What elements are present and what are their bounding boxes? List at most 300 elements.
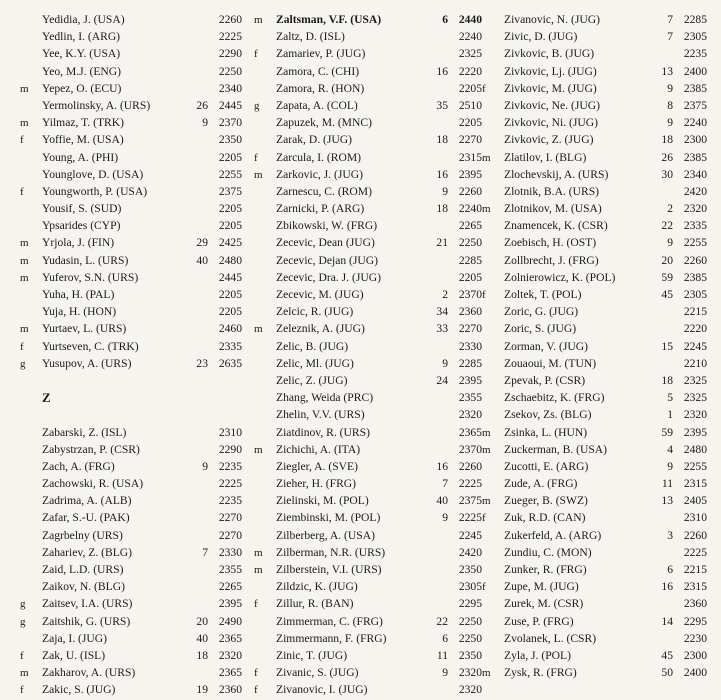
player-row	[20, 217, 242, 234]
player-name: Zelic, Z. (JUG)	[276, 373, 348, 387]
player-name: Youngworth, P. (USA)	[42, 184, 148, 198]
player-rating: 2240	[458, 30, 482, 44]
player-rating: 2320	[458, 408, 482, 422]
player-title: m	[482, 151, 491, 164]
column-1	[20, 11, 242, 699]
player-row	[254, 114, 482, 131]
player-rating: 2320	[683, 408, 707, 422]
player-row	[482, 424, 707, 441]
player-name: Zakic, S. (JUG)	[42, 683, 116, 697]
player-name: Zoric, S. (JUG)	[504, 322, 577, 336]
player-rating: 2365	[458, 425, 482, 439]
player-row	[254, 217, 482, 234]
player-name: Zoric, G. (JUG)	[504, 305, 579, 319]
player-row	[482, 561, 707, 578]
player-games: 22	[661, 219, 673, 233]
player-row	[254, 234, 482, 251]
player-row	[254, 681, 482, 698]
player-row	[482, 97, 707, 114]
player-games: 6	[442, 631, 448, 645]
player-row	[482, 630, 707, 647]
player-row	[254, 269, 482, 286]
player-name: Yousif, S. (SUD)	[42, 202, 122, 216]
player-row	[254, 355, 482, 372]
player-rating: 2445	[218, 270, 242, 284]
player-name: Zaitshik, G. (URS)	[42, 614, 131, 628]
player-title: m	[482, 443, 491, 456]
section-letter	[20, 389, 242, 406]
player-row	[20, 131, 242, 148]
player-name: Zunker, R. (FRG)	[504, 563, 587, 576]
player-row	[482, 338, 707, 355]
player-rating: 2305	[683, 30, 707, 44]
player-rating: 2260	[683, 253, 707, 267]
player-name: Zeleznik, A. (JUG)	[276, 322, 365, 336]
player-name: Ziatdinov, R. (URS)	[276, 425, 370, 439]
player-games: 7	[667, 30, 673, 44]
player-title: f	[482, 581, 486, 594]
player-row	[20, 28, 242, 45]
player-name: Zude, A. (FRG)	[504, 477, 578, 491]
player-name: Yilmaz, T. (TRK)	[42, 116, 124, 130]
player-row	[20, 441, 242, 458]
player-name: Zaitsev, I.A. (URS)	[42, 597, 133, 611]
player-name: Zichichi, A. (ITA)	[276, 442, 361, 456]
player-name: Zschaebitz, K. (FRG)	[504, 391, 605, 405]
player-rating: 2385	[683, 270, 707, 284]
player-name: Yeo, M.J. (ENG)	[42, 64, 122, 78]
player-rating: 2320	[218, 648, 242, 662]
player-games: 9	[667, 116, 673, 130]
player-games: 40	[436, 494, 448, 508]
player-row	[482, 664, 707, 681]
player-rating: 2340	[683, 167, 707, 181]
player-name: Zafar, S.-U. (PAK)	[42, 511, 130, 525]
player-name: Zaja, I. (JUG)	[42, 631, 108, 645]
player-games: 2	[667, 202, 673, 216]
player-games: 13	[661, 494, 673, 508]
player-name: Zyla, J. (POL)	[504, 648, 571, 662]
player-name: Zimmerman, C. (FRG)	[276, 614, 383, 628]
player-row	[254, 441, 482, 458]
player-games: 16	[436, 459, 448, 473]
player-name: Zlatilov, I. (BLG)	[504, 150, 587, 164]
player-rating: 2310	[218, 425, 242, 439]
player-rating: 2215	[683, 305, 707, 319]
player-rating: 2245	[458, 528, 482, 542]
player-name: Yedidia, J. (USA)	[42, 13, 125, 26]
player-name: Zuckerman, B. (USA)	[504, 442, 608, 456]
player-row	[482, 303, 707, 320]
player-games: 35	[436, 98, 448, 112]
player-name: Yedlin, I. (ARG)	[42, 30, 121, 44]
player-row	[254, 647, 482, 664]
player-row	[254, 664, 482, 681]
player-row	[20, 252, 242, 269]
player-rating: 2260	[218, 13, 242, 26]
player-rating: 2480	[218, 253, 242, 267]
player-row	[20, 338, 242, 355]
player-rating: 2240	[683, 116, 707, 130]
player-rating: 2355	[218, 563, 242, 576]
player-row	[254, 286, 482, 303]
player-games: 16	[436, 64, 448, 78]
player-name: Zurek, M. (CSR)	[504, 597, 584, 611]
player-rating: 2250	[458, 236, 482, 250]
player-name: Yudasin, L. (URS)	[42, 253, 129, 267]
player-title: f	[254, 598, 258, 611]
player-row	[254, 509, 482, 526]
player-row	[20, 630, 242, 647]
player-rating: 2375	[458, 494, 482, 508]
player-rating: 2205	[218, 150, 242, 164]
player-rating: 2235	[218, 459, 242, 473]
player-games: 14	[661, 614, 673, 628]
player-rating: 2320	[683, 202, 707, 216]
player-games: 7	[202, 545, 208, 559]
player-row	[254, 166, 482, 183]
player-row	[20, 681, 242, 698]
player-name: Zhang, Weida (PRC)	[276, 391, 374, 405]
player-name: Yurtaev, L. (URS)	[42, 322, 127, 336]
player-name: Zollbrecht, J. (FRG)	[504, 253, 599, 267]
player-games: 2	[442, 288, 448, 301]
player-row	[482, 234, 707, 251]
player-rating: 2205	[218, 288, 242, 301]
player-title: f	[20, 134, 24, 147]
player-name: Zundiu, C. (MON)	[504, 545, 592, 559]
player-row	[482, 527, 707, 544]
player-name: Zapata, A. (COL)	[276, 98, 358, 112]
player-title: f	[254, 667, 258, 680]
player-name: Zilberberg, A. (USA)	[276, 528, 375, 542]
player-rating: 2325	[683, 373, 707, 387]
player-row	[254, 406, 482, 423]
player-row	[482, 28, 707, 45]
player-row	[254, 613, 482, 630]
player-rating: 2250	[218, 64, 242, 78]
player-name: Zecevic, Dean (JUG)	[276, 236, 375, 250]
player-row	[254, 561, 482, 578]
player-games: 24	[436, 373, 448, 387]
player-title: g	[20, 357, 26, 370]
player-title: f	[254, 684, 258, 697]
player-row	[20, 595, 242, 612]
player-row	[20, 166, 242, 183]
player-name: Yee, K.Y. (USA)	[42, 47, 121, 61]
player-rating: 2225	[218, 477, 242, 491]
player-row	[20, 63, 242, 80]
player-row	[254, 389, 482, 406]
player-name: Ypsarides (CYP)	[42, 219, 121, 233]
player-name: Zamariev, P. (JUG)	[276, 47, 366, 61]
player-row	[482, 114, 707, 131]
player-name: Zelic, B. (JUG)	[276, 339, 349, 353]
player-games: 18	[661, 133, 673, 147]
player-row	[254, 630, 482, 647]
player-rating: 2425	[218, 236, 242, 250]
player-row	[482, 286, 707, 303]
player-games: 18	[661, 373, 673, 387]
player-games: 20	[661, 253, 673, 267]
player-title: m	[482, 667, 491, 680]
player-row	[482, 80, 707, 97]
player-row	[482, 475, 707, 492]
player-row	[482, 544, 707, 561]
player-title: m	[254, 546, 263, 559]
player-row	[254, 544, 482, 561]
player-rating: 2355	[458, 391, 482, 405]
player-title: g	[254, 99, 260, 112]
player-row	[20, 269, 242, 286]
player-rating: 2405	[683, 494, 707, 508]
player-row	[20, 97, 242, 114]
player-title: f	[20, 340, 24, 353]
player-name: Zivanovic, I. (JUG)	[276, 683, 368, 697]
player-rating: 2205	[218, 202, 242, 216]
player-rating: 2270	[218, 511, 242, 525]
player-name: Yoffie, M. (USA)	[42, 133, 124, 147]
player-rating: 2295	[683, 614, 707, 628]
player-games: 7	[442, 477, 448, 491]
player-rating: 2285	[683, 13, 707, 26]
column-3	[482, 11, 707, 681]
player-rating: 2240	[458, 202, 482, 216]
section-heading: Z	[42, 390, 51, 406]
player-rating: 2265	[218, 580, 242, 594]
player-rating: 2325	[458, 47, 482, 61]
player-row	[482, 647, 707, 664]
player-row	[20, 458, 242, 475]
player-name: Zamora, R. (HON)	[276, 81, 365, 95]
player-title: m	[482, 203, 491, 216]
player-name: Yuha, H. (PAL)	[42, 288, 115, 301]
player-row	[254, 252, 482, 269]
player-row	[254, 149, 482, 166]
player-rating: 2235	[683, 47, 707, 61]
player-title: m	[254, 14, 263, 26]
player-name: Zahariev, Z. (BLG)	[42, 545, 133, 559]
player-name: Zivanic, S. (JUG)	[276, 666, 359, 680]
player-rating: 2370	[218, 116, 242, 130]
player-name: Zarak, D. (JUG)	[276, 133, 352, 147]
player-name: Zlochevskij, A. (URS)	[504, 167, 609, 181]
player-name: Zakharov, A. (URS)	[42, 666, 136, 680]
player-rating: 2635	[218, 356, 242, 370]
player-games: 20	[196, 614, 208, 628]
player-rating: 2320	[458, 683, 482, 697]
player-rating: 2335	[218, 339, 242, 353]
player-rating: 2460	[218, 322, 242, 336]
player-rating: 2395	[458, 373, 482, 387]
player-games: 9	[667, 81, 673, 95]
player-row	[254, 45, 482, 62]
player-name: Zivic, D. (JUG)	[504, 30, 578, 44]
player-rating: 2315	[683, 580, 707, 594]
player-rating: 2400	[683, 666, 707, 680]
player-name: Zelcic, R. (JUG)	[276, 305, 354, 319]
player-title: f	[20, 185, 24, 198]
player-rating: 2440	[458, 13, 482, 26]
player-rating: 2370	[458, 288, 482, 301]
player-title: m	[20, 271, 29, 284]
player-games: 23	[196, 356, 208, 370]
blank-line	[20, 372, 242, 389]
player-games: 13	[661, 64, 673, 78]
player-row	[20, 320, 242, 337]
player-rating: 2395	[458, 167, 482, 181]
player-games: 33	[436, 322, 448, 336]
player-name: Zlotnikov, M. (USA)	[504, 202, 602, 216]
player-row	[20, 234, 242, 251]
player-games: 9	[442, 666, 448, 680]
player-row	[20, 303, 242, 320]
player-name: Zivanovic, N. (JUG)	[504, 13, 600, 26]
player-games: 7	[667, 13, 673, 26]
player-row	[482, 372, 707, 389]
player-name: Zillur, R. (BAN)	[276, 597, 354, 611]
player-row	[254, 458, 482, 475]
player-row	[20, 183, 242, 200]
player-title: m	[20, 117, 29, 130]
player-row	[20, 355, 242, 372]
player-rating: 2360	[683, 597, 707, 611]
player-rating: 2365	[218, 631, 242, 645]
player-games: 26	[661, 150, 673, 164]
player-rating: 2320	[458, 666, 482, 680]
player-games: 16	[436, 167, 448, 181]
player-name: Zivkovic, Ni. (JUG)	[504, 116, 599, 130]
player-row	[254, 424, 482, 441]
player-games: 3	[667, 528, 673, 542]
player-rating: 2395	[683, 425, 707, 439]
player-name: Zapuzek, M. (MNC)	[276, 116, 372, 130]
player-row	[20, 475, 242, 492]
player-name: Zvolanek, L. (CSR)	[504, 631, 597, 645]
player-name: Yuja, H. (HON)	[42, 305, 117, 319]
player-name: Znamencek, K. (CSR)	[504, 219, 608, 233]
player-name: Zarkovic, J. (JUG)	[276, 167, 363, 181]
player-row	[254, 131, 482, 148]
player-name: Zarcula, I. (ROM)	[276, 150, 361, 164]
player-row	[482, 11, 707, 28]
player-games: 18	[436, 202, 448, 216]
player-name: Yrjola, J. (FIN)	[42, 236, 115, 250]
player-rating: 2375	[683, 98, 707, 112]
player-row	[20, 664, 242, 681]
player-row	[482, 45, 707, 62]
player-rating: 2350	[458, 563, 482, 576]
player-rating: 2270	[218, 528, 242, 542]
column-2	[254, 11, 482, 699]
player-games: 8	[667, 98, 673, 112]
player-rating: 2285	[458, 356, 482, 370]
player-title: g	[20, 598, 26, 611]
player-games: 22	[436, 614, 448, 628]
player-rating: 2270	[458, 322, 482, 336]
player-rating: 2265	[458, 219, 482, 233]
player-row	[20, 80, 242, 97]
player-row	[254, 492, 482, 509]
player-games: 18	[436, 133, 448, 147]
player-games: 45	[661, 288, 673, 301]
player-rating: 2220	[458, 64, 482, 78]
player-row	[482, 389, 707, 406]
player-row	[482, 149, 707, 166]
player-games: 59	[661, 270, 673, 284]
player-name: Zarnicki, P. (ARG)	[276, 202, 365, 216]
player-rating: 2225	[458, 511, 482, 525]
player-name: Zupe, M. (JUG)	[504, 580, 579, 594]
player-name: Yusupov, A. (URS)	[42, 356, 132, 370]
player-games: 9	[202, 116, 208, 130]
player-name: Zilberman, N.R. (URS)	[276, 545, 386, 559]
player-rating: 2255	[218, 167, 242, 181]
player-games: 6	[442, 13, 448, 26]
player-name: Zamora, C. (CHI)	[276, 64, 360, 78]
player-title: m	[254, 443, 263, 456]
player-rating: 2230	[683, 631, 707, 645]
player-name: Zaltsman, V.F. (USA)	[276, 13, 382, 26]
player-rating: 2315	[683, 477, 707, 491]
player-name: Ziembinski, M. (POL)	[276, 511, 381, 525]
player-games: 11	[436, 648, 448, 662]
player-rating: 2445	[218, 98, 242, 112]
player-name: Zildzic, K. (JUG)	[276, 580, 358, 594]
player-rating: 2400	[683, 64, 707, 78]
player-name: Zabystrzan, P. (CSR)	[42, 442, 140, 456]
player-name: Zhelin, V.V. (URS)	[276, 408, 365, 422]
player-row	[20, 200, 242, 217]
player-name: Zsekov, Zs. (BLG)	[504, 408, 592, 422]
player-name: Zivkovic, B. (JUG)	[504, 47, 595, 61]
player-name: Zivkovic, Lj. (JUG)	[504, 64, 597, 78]
player-name: Young, A. (PHI)	[42, 150, 119, 164]
player-name: Younglove, D. (USA)	[42, 167, 144, 181]
player-rating: 2325	[683, 391, 707, 405]
player-name: Zak, U. (ISL)	[42, 648, 106, 662]
player-rating: 2335	[683, 219, 707, 233]
player-name: Zysk, R. (FRG)	[504, 666, 577, 680]
player-name: Zadrima, A. (ALB)	[42, 494, 132, 508]
player-title: m	[20, 82, 29, 95]
player-row	[254, 183, 482, 200]
player-row	[254, 372, 482, 389]
player-row	[482, 166, 707, 183]
player-row	[254, 338, 482, 355]
player-name: Zecevic, Dra. J. (JUG)	[276, 270, 381, 284]
player-name: Zimmermann, F. (FRG)	[276, 631, 387, 645]
player-row	[20, 509, 242, 526]
player-row	[20, 114, 242, 131]
player-rating: 2330	[218, 545, 242, 559]
player-rating: 2360	[218, 683, 242, 697]
player-row	[20, 578, 242, 595]
player-games: 9	[442, 184, 448, 198]
player-rating: 2310	[683, 511, 707, 525]
player-title: f	[482, 289, 486, 301]
player-name: Zpevak, P. (CSR)	[504, 373, 586, 387]
player-name: Yuferov, S.N. (URS)	[42, 270, 139, 284]
player-row	[482, 458, 707, 475]
player-rating: 2235	[218, 494, 242, 508]
player-title: g	[20, 615, 26, 628]
player-games: 59	[661, 425, 673, 439]
player-row	[254, 97, 482, 114]
player-name: Zivkovic, Z. (JUG)	[504, 133, 594, 147]
player-row	[254, 28, 482, 45]
player-games: 16	[661, 580, 673, 594]
